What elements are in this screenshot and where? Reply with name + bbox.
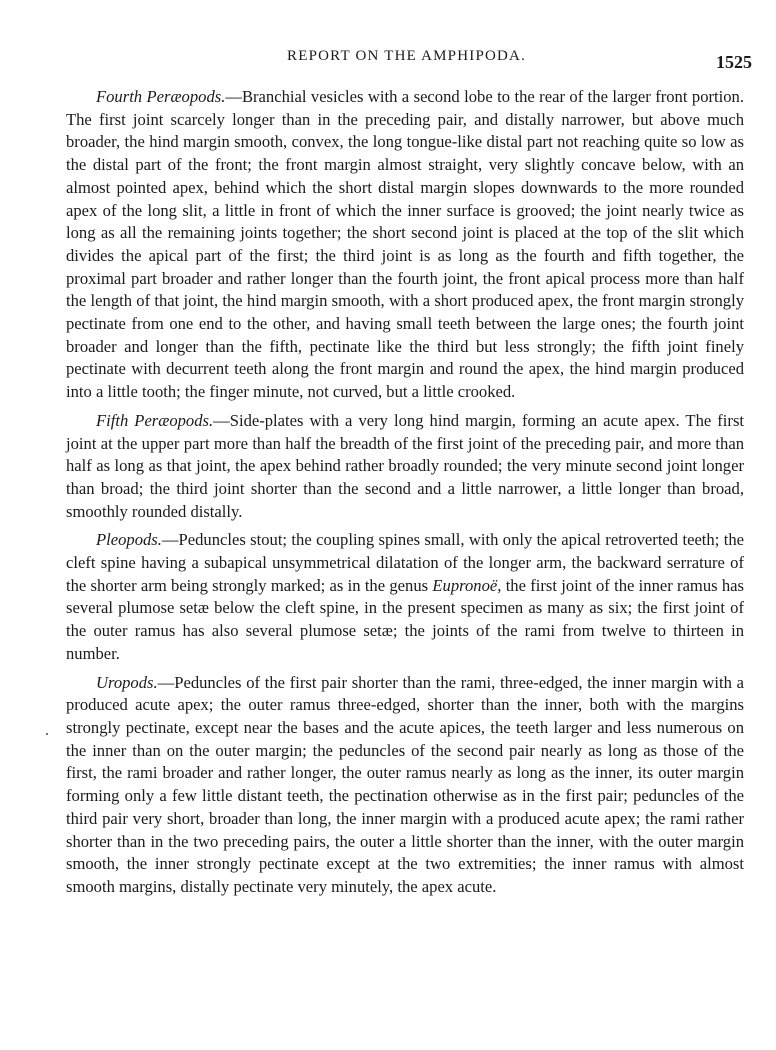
paragraph-body-continued: the first joint of the inner ramus has several plumose setæ below the cleft spine, in the present specimen as many as six; the first joint of the outer ramus has also several plumose setæ; the joints of the rami from twelve to thirteen in number. <box>66 575 745 663</box>
paragraph-body: Branchial vesicles with a second lobe to the rear of the larger front portion. The first joint scarcely longer than in the preceding pair, and distally narrower, but above much broader, the hind margin smooth, convex, the long tongue-like distal part not reaching quite so low as the distal part of the front; the front margin almost straight, very slightly concave below, with an almost pointed apex, behind which the short distal margin slopes downwards to the more rounded apex of the long slit, a little in front of which the inner surface is grooved; the joint nearly twice as long as all the remaining joints together; the short second joint is placed at the top of the slit which divides the apical part of the first; the third joint is as long as the fourth and fifth together, the proximal part broader and rather longer than the fourth joint, the front apical process more than half the length of that joint, the hind margin smooth, with a short produced apex, the front margin strongly pectinate from one end to the other, and having small teeth between the large ones; the fourth joint broader and longer than the fifth, pectinate like the third but less strongly; the fifth joint finely pectinate with decurrent teeth along the front margin and round the apex, the hind margin produced into a little tooth; the finger minute, not curved, but a little crooked. <box>66 87 744 402</box>
heading-dash: — <box>225 87 242 106</box>
paragraph-fourth-pereopods <box>66 86 744 404</box>
page-number: 1525 <box>716 52 752 72</box>
body-text <box>66 86 744 903</box>
heading-dash: — <box>213 410 230 430</box>
paragraph-fifth-pereopods <box>66 410 744 524</box>
margin-dot <box>46 733 48 735</box>
paragraph-uropods <box>66 672 744 899</box>
paragraph-body: Peduncles stout; the coupling spines small, with only the apical retroverted teeth; the cleft spine having a subapical unsymmetrical dilatation of the longer arm, the backward serrature of the shorter arm being strongly marked; as in the genus <box>66 530 744 595</box>
paragraph-heading: Uropods. <box>96 672 158 692</box>
heading-dash: — <box>157 672 175 692</box>
paragraph-heading: Fifth Peræopods. <box>96 410 214 430</box>
genus-name: Eupronoë, <box>432 575 502 595</box>
heading-dash: — <box>161 530 179 550</box>
paragraph-body: Side-plates with a very long hind margin, forming an acute apex. The first joint at the upper part more than half the breadth of the first joint of the preceding pair, and more than half as long as that joint, the apex behind rather broadly rounded; the very minute second joint longer than broad; the third joint shorter than the second and a little narrower, a little longer than broad, smoothly rounded distally. <box>66 410 745 521</box>
running-header <box>0 48 776 72</box>
paragraph-heading: Fourth Peræopods. <box>96 87 226 106</box>
running-title: REPORT ON THE AMPHIPODA. <box>287 48 527 64</box>
paragraph-body: Peduncles of the first pair shorter than the rami, three-edged, the inner margin with a produced acute apex; the outer ramus three-edged, shorter than the inner, both with the margins strongly pectinate, except near the bases and the acute apices, the teeth larger and less numerous on the inner than on the outer margin; the peduncles of the second pair nearly as long as those of the first, the rami broader and rather longer, the outer ramus nearly as long as the inner, its outer margin forming only a few little distant teeth, the pectination otherwise as in the first pair; peduncles of the third pair very short, broader than long, the inner margin with a produced acute apex; the rami rather shorter than in the two preceding pairs, the outer a little shorter than the inner, with the outer margin smooth, the inner strongly pectinate except at the two extremities; the inner ramus with almost smooth margins, distally pectinate very minutely, the apex acute. <box>66 672 744 896</box>
paragraph-pleopods <box>66 529 744 665</box>
paragraph-heading: Pleopods. <box>96 530 162 550</box>
